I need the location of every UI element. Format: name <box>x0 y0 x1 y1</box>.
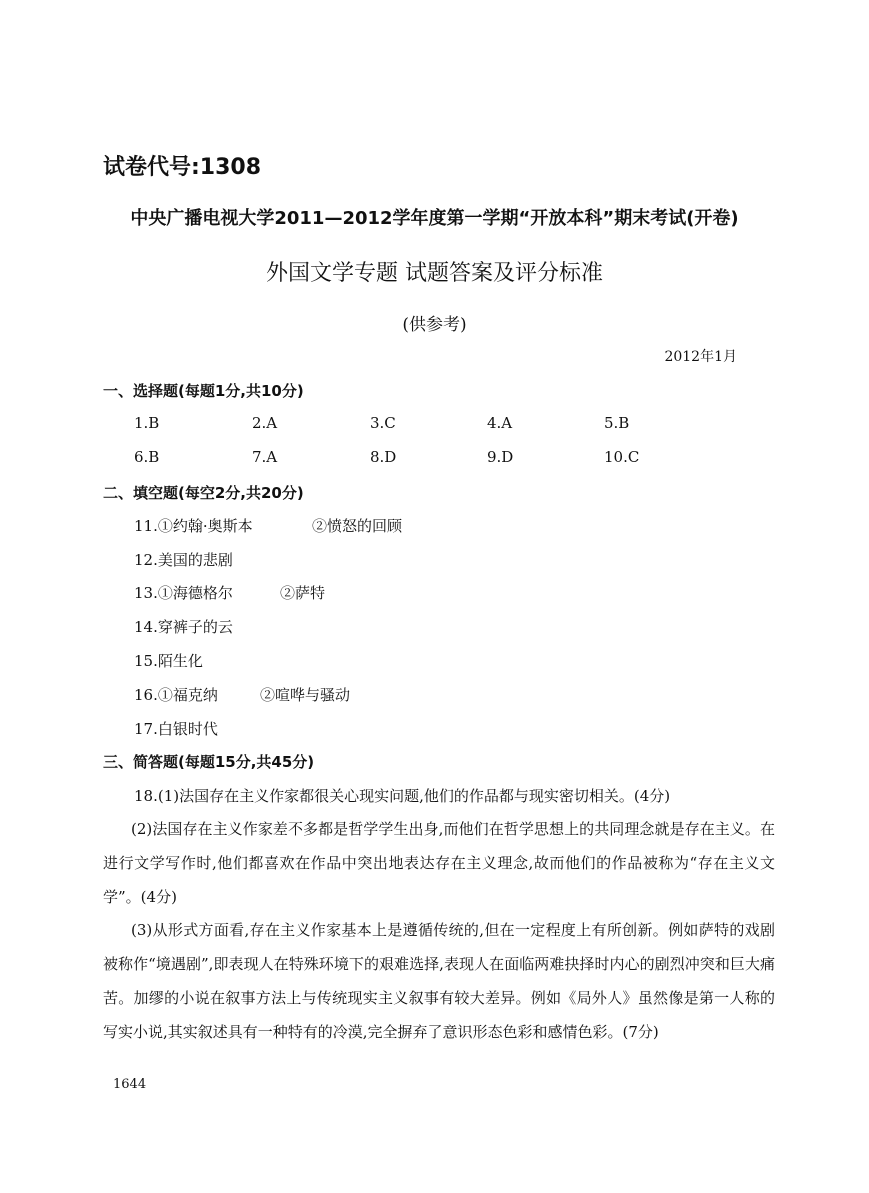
section2-title: 二、填空题(每空2分,共20分) <box>103 484 304 502</box>
page-number: 1644 <box>113 1077 147 1092</box>
fill-answer-part2: ②愤怒的回顾 <box>312 517 403 535</box>
answer-paragraph-3-text: (3)从形式方面看,存在主义作家基本上是遵循传统的,但在一定程度上有所创新。例如萨特的戏剧被称作“境遇剧”,即表现人在特殊环境下的艰难选择,表现人在面临两难抉择时内心的剧烈冲突和巨大痛苦。加缪的小说在叙事方法上与传统现实主义叙事有较大差异。例如《局外人》虽然像是第一人称的写实小说,其实叙述具有一种特有的冷漠,完全摒弃了意识形态色彩和感情色彩。(7分) <box>103 921 775 1041</box>
answer-paragraph-2-text: (2)法国存在主义作家差不多都是哲学学生出身,而他们在哲学思想上的共同理念就是存在主义。在进行文学写作时,他们都喜欢在作品中突出地表达存在主义理念,故而他们的作品被称为“存在主义文学”。(4分) <box>103 820 775 906</box>
exam-date: 2012年1月 <box>664 349 737 365</box>
mc-answer: 3.C <box>370 414 396 432</box>
mc-answer: 7.A <box>252 448 278 466</box>
fill-answer-part2: ②喧哗与骚动 <box>260 686 351 704</box>
paper-code: 试卷代号:1308 <box>103 155 262 180</box>
fill-answer: 16.①福克纳 <box>134 686 218 704</box>
exam-title: 中央广播电视大学2011—2012学年度第一学期“开放本科”期末考试(开卷) <box>130 208 739 229</box>
mc-answer: 6.B <box>134 448 160 466</box>
fill-answer: 12.美国的悲剧 <box>134 551 233 569</box>
reference-note: (供参考) <box>402 315 467 335</box>
fill-answer: 11.①约翰·奥斯本 <box>134 517 253 535</box>
mc-answer: 1.B <box>134 414 160 432</box>
fill-answer-part2: ②萨特 <box>280 584 326 602</box>
section1-title: 一、选择题(每题1分,共10分) <box>103 382 304 400</box>
answer-paragraph-3 <box>103 913 775 1049</box>
mc-answer: 9.D <box>487 448 514 466</box>
fill-answer: 17.白银时代 <box>134 720 218 738</box>
answer-paragraph-1: 18.(1)法国存在主义作家都很关心现实问题,他们的作品都与现实密切相关。(4分) <box>134 787 671 805</box>
mc-answer: 4.A <box>487 414 513 432</box>
subject-title: 外国文学专题 试题答案及评分标准 <box>266 261 603 286</box>
mc-answer: 10.C <box>604 448 640 466</box>
fill-answer: 15.陌生化 <box>134 652 203 670</box>
mc-answer: 5.B <box>604 414 630 432</box>
section3-title: 三、简答题(每题15分,共45分) <box>103 753 315 771</box>
fill-answer: 14.穿裤子的云 <box>134 618 233 636</box>
mc-answer: 2.A <box>252 414 278 432</box>
fill-answer: 13.①海德格尔 <box>134 584 233 602</box>
mc-answer: 8.D <box>370 448 397 466</box>
answer-paragraph-2 <box>103 812 775 914</box>
